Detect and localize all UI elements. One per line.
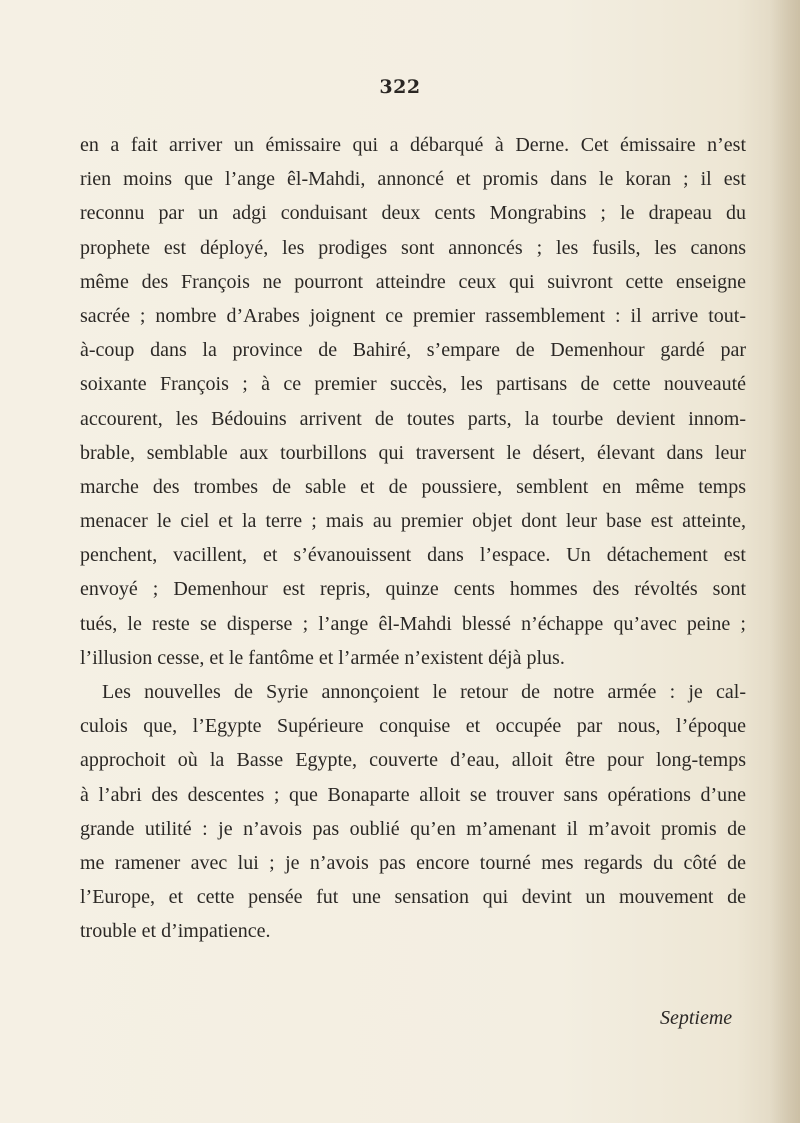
text-line: l’illusion cesse, et le fantôme et l’armée n’existent déjà plus. xyxy=(80,646,565,669)
text-line: Les nouvelles de Syrie annonçoient le retour de notre armée : je cal- xyxy=(102,681,746,703)
text-line: trouble et d’impatience. xyxy=(80,920,271,943)
text-line: culois que, l’Egypte Supérieure conquise et occupée par nous, l’époque xyxy=(80,715,746,738)
text-line: à-coup dans la province de Bahiré, s’empare de Demenhour gardé par xyxy=(80,339,746,362)
catchword: Septieme xyxy=(660,1007,733,1029)
text-line: même des François ne pourront atteindre ceux qui suivront cette enseigne xyxy=(80,270,746,293)
text-line: tués, le reste se disperse ; l’ange êl-Mahdi blessé n’échappe qu’avec peine ; xyxy=(80,612,746,635)
text-line: brable, semblable aux tourbillons qui traversent le désert, élevant dans leur xyxy=(80,441,746,464)
text-line: sacrée ; nombre d’Arabes joignent ce premier rassemblement : il arrive tout- xyxy=(80,304,746,327)
text-line: grande utilité : je n’avois pas oublié qu’en m’amenant il m’avoit promis de xyxy=(80,817,746,840)
text-line: rien moins que l’ange êl-Mahdi, annoncé et promis dans le koran ; il est xyxy=(80,168,746,191)
text-line: soixante François ; à ce premier succès, les partisans de cette nouveauté xyxy=(80,373,746,396)
text-line: marche des trombes de sable et de poussiere, semblent en même temps xyxy=(80,475,746,498)
page-number: 322 xyxy=(379,76,421,98)
text-line: reconnu par un adgi conduisant deux cents Mongrabins ; le drapeau du xyxy=(80,202,746,225)
text-line: penchent, vacillent, et s’évanouissent dans l’espace. Un détachement est xyxy=(80,544,746,567)
text-line: approchoit où la Basse Egypte, couverte d’eau, alloit être pour long-temps xyxy=(80,749,746,772)
text-line: en a fait arriver un émissaire qui a débarqué à Derne. Cet émissaire n’est xyxy=(80,134,746,156)
text-line: me ramener avec lui ; je n’avois pas encore tourné mes regards du côté de xyxy=(80,851,746,874)
text-line: à l’abri des descentes ; que Bonaparte alloit se trouver sans opérations d’une xyxy=(80,783,746,806)
page-edge-shadow xyxy=(770,0,800,1123)
body-text xyxy=(80,128,746,949)
text-line: prophete est déployé, les prodiges sont annoncés ; les fusils, les canons xyxy=(80,236,746,259)
text-line: l’Europe, et cette pensée fut une sensation qui devint un mouvement de xyxy=(80,886,746,909)
text-line: accourent, les Bédouins arrivent de toutes parts, la tourbe devient innom- xyxy=(80,407,746,430)
text-line: menacer le ciel et la terre ; mais au premier objet dont leur base est atteinte, xyxy=(80,510,746,533)
text-line: envoyé ; Demenhour est repris, quinze cents hommes des révoltés sont xyxy=(80,578,746,601)
